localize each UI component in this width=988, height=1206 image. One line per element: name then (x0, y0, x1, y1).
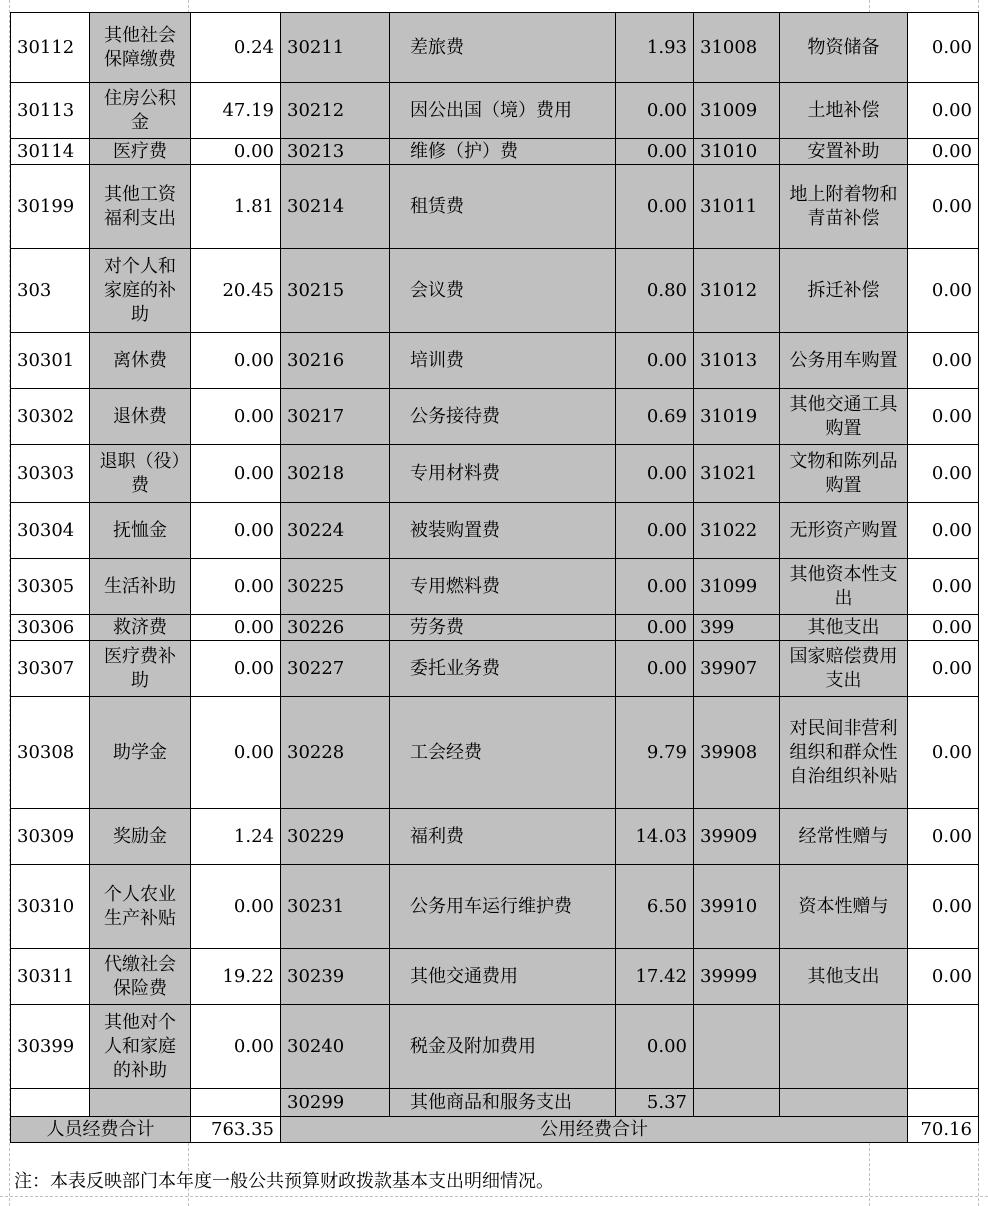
item-name-cell: 工会经费 (390, 697, 616, 809)
amount-cell: 0.00 (908, 641, 979, 697)
code-cell: 31019 (694, 389, 780, 445)
code-cell: 30308 (11, 697, 90, 809)
item-name-cell: 救济费 (90, 615, 191, 641)
amount-cell: 0.69 (616, 389, 694, 445)
amount-cell: 0.00 (616, 139, 694, 165)
item-name-cell: 助学金 (90, 697, 191, 809)
item-name-cell: 福利费 (390, 809, 616, 865)
table-row (11, 139, 979, 165)
public-total-value: 70.16 (908, 1117, 979, 1143)
code-cell (694, 1005, 780, 1089)
code-cell: 30305 (11, 559, 90, 615)
code-cell: 30224 (281, 503, 390, 559)
item-name-cell (90, 1089, 191, 1117)
guide-line (0, 1196, 988, 1197)
amount-cell: 6.50 (616, 865, 694, 949)
code-cell: 30211 (281, 13, 390, 83)
amount-cell: 5.37 (616, 1089, 694, 1117)
item-name-cell: 维修（护）费 (390, 139, 616, 165)
amount-cell: 0.00 (908, 83, 979, 139)
amount-cell: 0.00 (616, 445, 694, 503)
code-cell: 30310 (11, 865, 90, 949)
item-name-cell: 安置补助 (780, 139, 908, 165)
code-cell: 30229 (281, 809, 390, 865)
code-cell: 30218 (281, 445, 390, 503)
code-cell: 303 (11, 249, 90, 333)
item-name-cell: 公务用车购置 (780, 333, 908, 389)
item-name-cell: 公务用车运行维护费 (390, 865, 616, 949)
item-name-cell: 文物和陈列品购置 (780, 445, 908, 503)
item-name-cell: 专用材料费 (390, 445, 616, 503)
amount-cell: 0.00 (908, 697, 979, 809)
table-row (11, 249, 979, 333)
code-cell: 39999 (694, 949, 780, 1005)
expenditure-detail-table (10, 12, 979, 1143)
code-cell: 30299 (281, 1089, 390, 1117)
item-name-cell: 地上附着物和青苗补偿 (780, 165, 908, 249)
amount-cell: 0.00 (616, 559, 694, 615)
item-name-cell: 医疗费补助 (90, 641, 191, 697)
code-cell: 39910 (694, 865, 780, 949)
item-name-cell: 其他社会保障缴费 (90, 13, 191, 83)
code-cell: 39907 (694, 641, 780, 697)
item-name-cell: 资本性赠与 (780, 865, 908, 949)
item-name-cell: 税金及附加费用 (390, 1005, 616, 1089)
item-name-cell: 会议费 (390, 249, 616, 333)
code-cell: 31012 (694, 249, 780, 333)
code-cell: 31022 (694, 503, 780, 559)
item-name-cell: 土地补偿 (780, 83, 908, 139)
code-cell: 30304 (11, 503, 90, 559)
personnel-total-label: 人员经费合计 (11, 1117, 191, 1143)
table-row (11, 1005, 979, 1089)
table-row (11, 559, 979, 615)
amount-cell: 0.00 (191, 559, 281, 615)
item-name-cell (780, 1089, 908, 1117)
amount-cell: 0.00 (616, 165, 694, 249)
code-cell: 30199 (11, 165, 90, 249)
amount-cell: 0.00 (191, 139, 281, 165)
code-cell: 30231 (281, 865, 390, 949)
amount-cell: 0.00 (191, 503, 281, 559)
code-cell: 30307 (11, 641, 90, 697)
item-name-cell: 国家赔偿费用支出 (780, 641, 908, 697)
code-cell: 30311 (11, 949, 90, 1005)
item-name-cell: 其他支出 (780, 615, 908, 641)
amount-cell: 0.00 (616, 83, 694, 139)
item-name-cell: 生活补助 (90, 559, 191, 615)
item-name-cell: 抚恤金 (90, 503, 191, 559)
item-name-cell: 医疗费 (90, 139, 191, 165)
table-row (11, 165, 979, 249)
table-row (11, 503, 979, 559)
amount-cell: 0.00 (908, 503, 979, 559)
code-cell: 31010 (694, 139, 780, 165)
code-cell: 30213 (281, 139, 390, 165)
amount-cell: 17.42 (616, 949, 694, 1005)
table-row (11, 445, 979, 503)
item-name-cell: 公务接待费 (390, 389, 616, 445)
code-cell: 399 (694, 615, 780, 641)
item-name-cell: 无形资产购置 (780, 503, 908, 559)
table-row (11, 697, 979, 809)
item-name-cell: 因公出国（境）费用 (390, 83, 616, 139)
table-row (11, 615, 979, 641)
amount-cell: 20.45 (191, 249, 281, 333)
code-cell: 30112 (11, 13, 90, 83)
item-name-cell: 物资储备 (780, 13, 908, 83)
item-name-cell: 经常性赠与 (780, 809, 908, 865)
amount-cell: 0.00 (616, 641, 694, 697)
item-name-cell: 其他交通费用 (390, 949, 616, 1005)
item-name-cell: 对个人和家庭的补助 (90, 249, 191, 333)
public-total-label: 公用经费合计 (281, 1117, 908, 1143)
code-cell: 30399 (11, 1005, 90, 1089)
table-row (11, 949, 979, 1005)
code-cell: 30217 (281, 389, 390, 445)
code-cell: 31011 (694, 165, 780, 249)
code-cell: 30225 (281, 559, 390, 615)
code-cell: 30301 (11, 333, 90, 389)
amount-cell: 0.00 (908, 949, 979, 1005)
code-cell (694, 1089, 780, 1117)
item-name-cell: 培训费 (390, 333, 616, 389)
item-name-cell: 租赁费 (390, 165, 616, 249)
item-name-cell: 被装购置费 (390, 503, 616, 559)
code-cell: 30228 (281, 697, 390, 809)
table-row (11, 333, 979, 389)
code-cell: 30302 (11, 389, 90, 445)
amount-cell: 0.80 (616, 249, 694, 333)
amount-cell: 0.00 (908, 809, 979, 865)
item-name-cell: 其他支出 (780, 949, 908, 1005)
item-name-cell: 奖励金 (90, 809, 191, 865)
code-cell (11, 1089, 90, 1117)
amount-cell: 0.00 (908, 333, 979, 389)
code-cell: 30114 (11, 139, 90, 165)
table-row (11, 389, 979, 445)
item-name-cell: 其他商品和服务支出 (390, 1089, 616, 1117)
amount-cell: 0.00 (191, 865, 281, 949)
amount-cell: 0.00 (908, 249, 979, 333)
item-name-cell: 住房公积金 (90, 83, 191, 139)
code-cell: 30214 (281, 165, 390, 249)
amount-cell: 0.00 (908, 13, 979, 83)
code-cell: 30215 (281, 249, 390, 333)
code-cell: 31021 (694, 445, 780, 503)
amount-cell: 0.00 (191, 615, 281, 641)
code-cell: 30212 (281, 83, 390, 139)
amount-cell: 19.22 (191, 949, 281, 1005)
item-name-cell: 劳务费 (390, 615, 616, 641)
amount-cell: 0.00 (908, 445, 979, 503)
item-name-cell: 退职（役）费 (90, 445, 191, 503)
code-cell: 30216 (281, 333, 390, 389)
amount-cell: 0.00 (616, 1005, 694, 1089)
code-cell: 31008 (694, 13, 780, 83)
code-cell: 30306 (11, 615, 90, 641)
amount-cell: 47.19 (191, 83, 281, 139)
amount-cell (908, 1089, 979, 1117)
amount-cell: 0.00 (616, 503, 694, 559)
item-name-cell (780, 1005, 908, 1089)
amount-cell: 0.00 (616, 615, 694, 641)
amount-cell: 0.00 (191, 641, 281, 697)
item-name-cell: 委托业务费 (390, 641, 616, 697)
amount-cell: 0.00 (908, 389, 979, 445)
code-cell: 30240 (281, 1005, 390, 1089)
amount-cell: 1.93 (616, 13, 694, 83)
code-cell: 39909 (694, 809, 780, 865)
table-row (11, 641, 979, 697)
amount-cell: 0.00 (191, 1005, 281, 1089)
amount-cell: 0.00 (908, 139, 979, 165)
amount-cell: 0.00 (191, 697, 281, 809)
amount-cell: 0.00 (191, 445, 281, 503)
amount-cell: 0.00 (616, 333, 694, 389)
table-row (11, 809, 979, 865)
code-cell: 30239 (281, 949, 390, 1005)
amount-cell: 9.79 (616, 697, 694, 809)
amount-cell: 0.00 (908, 615, 979, 641)
amount-cell (908, 1005, 979, 1089)
item-name-cell: 其他资本性支出 (780, 559, 908, 615)
amount-cell: 0.00 (908, 559, 979, 615)
amount-cell: 0.00 (191, 333, 281, 389)
amount-cell (191, 1089, 281, 1117)
table-row (11, 1089, 979, 1117)
item-name-cell: 其他对个人和家庭的补助 (90, 1005, 191, 1089)
amount-cell: 0.00 (908, 165, 979, 249)
table-row (11, 865, 979, 949)
item-name-cell: 离休费 (90, 333, 191, 389)
item-name-cell: 专用燃料费 (390, 559, 616, 615)
item-name-cell: 拆迁补偿 (780, 249, 908, 333)
code-cell: 30303 (11, 445, 90, 503)
code-cell: 30309 (11, 809, 90, 865)
item-name-cell: 其他交通工具购置 (780, 389, 908, 445)
amount-cell: 0.24 (191, 13, 281, 83)
code-cell: 39908 (694, 697, 780, 809)
personnel-total-value: 763.35 (191, 1117, 281, 1143)
table-note: 注：本表反映部门本年度一般公共预算财政拨款基本支出明细情况。 (14, 1171, 554, 1192)
code-cell: 30226 (281, 615, 390, 641)
item-name-cell: 代缴社会保险费 (90, 949, 191, 1005)
item-name-cell: 对民间非营利组织和群众性自治组织补贴 (780, 697, 908, 809)
table-row (11, 13, 979, 83)
code-cell: 30113 (11, 83, 90, 139)
item-name-cell: 个人农业生产补贴 (90, 865, 191, 949)
amount-cell: 14.03 (616, 809, 694, 865)
code-cell: 30227 (281, 641, 390, 697)
amount-cell: 1.24 (191, 809, 281, 865)
item-name-cell: 其他工资福利支出 (90, 165, 191, 249)
code-cell: 31009 (694, 83, 780, 139)
code-cell: 31013 (694, 333, 780, 389)
totals-row (11, 1117, 979, 1143)
amount-cell: 0.00 (191, 389, 281, 445)
amount-cell: 0.00 (908, 865, 979, 949)
item-name-cell: 差旅费 (390, 13, 616, 83)
amount-cell: 1.81 (191, 165, 281, 249)
item-name-cell: 退休费 (90, 389, 191, 445)
code-cell: 31099 (694, 559, 780, 615)
table-row (11, 83, 979, 139)
